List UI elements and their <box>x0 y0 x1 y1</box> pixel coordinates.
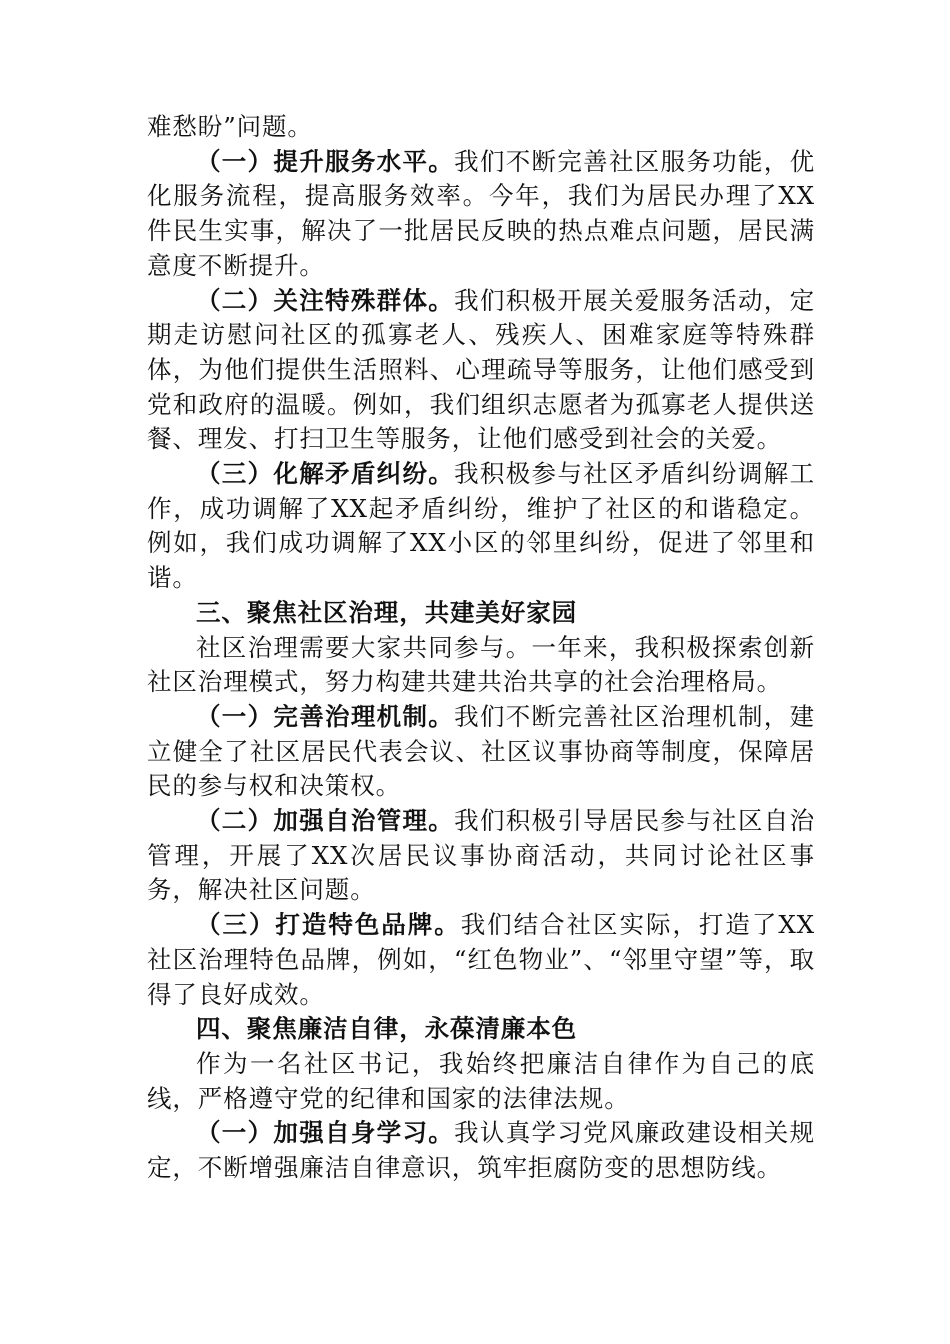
paragraph-lead: （二）关注特殊群体。 <box>196 285 455 315</box>
paragraph-text: 我认真学习党风廉政建设相关规定，不断增强廉洁自律意识，筑牢拒腐防变的思想防线。 <box>147 1118 815 1183</box>
paragraph-text: 我们积极开展关爱服务活动，定期走访慰问社区的孤寡老人、残疾人、困难家庭等特殊群体，为他们提供生活照料、心理疏导等服务，让他们感受到党和政府的温暖。例如，我们组织志愿者为孤寡老人提供送餐、理发、打扫卫生等服务，让他们感受到社会的关爱。 <box>147 285 815 454</box>
paragraph <box>147 1116 815 1185</box>
paragraph-text: 我们结合社区实际，打造了XX社区治理特色品牌，例如，“红色物业”、“邻里守望”等，取得了良好成效。 <box>147 910 816 1009</box>
section-heading: 四、聚焦廉洁自律，永葆清廉本色 <box>196 1014 577 1044</box>
paragraph-lead: （二）加强自治管理。 <box>196 806 455 836</box>
paragraph-text: 作为一名社区书记，我始终把廉洁自律作为自己的底线，严格遵守党的纪律和国家的法律法规。 <box>147 1048 815 1113</box>
paragraph <box>147 457 815 596</box>
paragraph-text: 社区治理需要大家共同参与。一年来，我积极探索创新社区治理模式，努力构建共建共治共享的社会治理格局。 <box>147 632 815 697</box>
paragraph-text: 我们积极引导居民参与社区自治管理，开展了XX次居民议事协商活动，共同讨论社区事务，解决社区问题。 <box>147 806 815 905</box>
paragraph <box>147 804 815 908</box>
paragraph <box>147 110 815 145</box>
paragraph <box>147 284 815 458</box>
paragraph-lead: （一）加强自身学习。 <box>196 1118 455 1148</box>
paragraph <box>147 145 815 284</box>
paragraph <box>147 908 815 1012</box>
paragraph-lead: （三）打造特色品牌。 <box>196 910 461 940</box>
document-body <box>147 110 815 1186</box>
paragraph-lead: （一）完善治理机制。 <box>196 701 455 731</box>
paragraph-lead: （一）提升服务水平。 <box>196 146 455 176</box>
paragraph <box>147 700 815 804</box>
section-heading: 三、聚焦社区治理，共建美好家园 <box>196 597 577 627</box>
paragraph-text: 我积极参与社区矛盾纠纷调解工作，成功调解了XX起矛盾纠纷，维护了社区的和谐稳定。例如，我们成功调解了XX小区的邻里纠纷，促进了邻里和谐。 <box>147 459 815 593</box>
paragraph-text: 我们不断完善社区服务功能，优化服务流程，提高服务效率。今年，我们为居民办理了XX件民生实事，解决了一批居民反映的热点难点问题，居民满意度不断提升。 <box>147 146 815 280</box>
paragraph-text: 我们不断完善社区治理机制，建立健全了社区居民代表会议、社区议事协商等制度，保障居民的参与权和决策权。 <box>147 701 815 801</box>
paragraph-lead: （三）化解矛盾纠纷。 <box>196 459 455 489</box>
paragraph <box>147 1047 815 1116</box>
paragraph-text: 难愁盼”问题。 <box>147 112 313 141</box>
paragraph <box>147 631 815 700</box>
